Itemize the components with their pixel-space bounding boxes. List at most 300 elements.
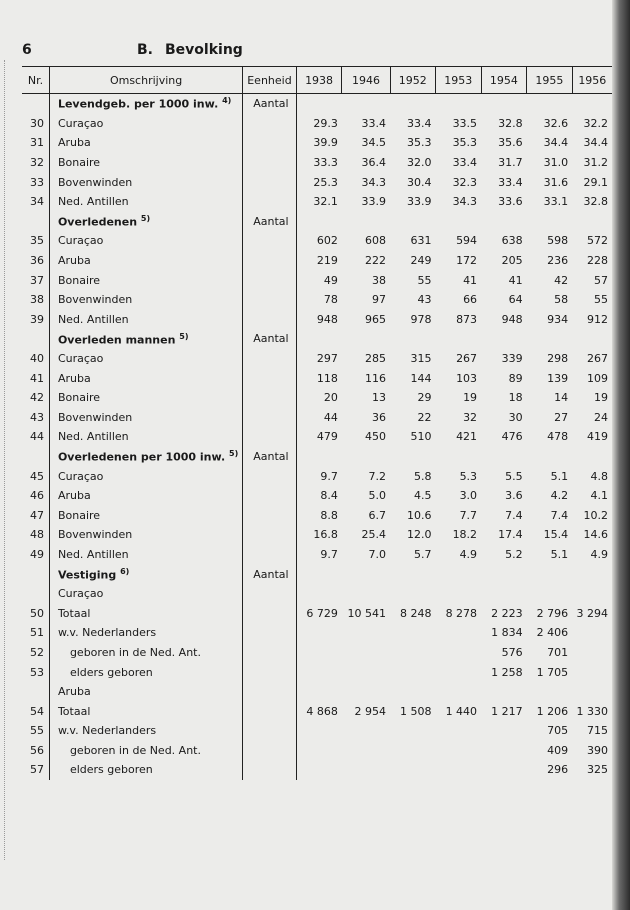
cell-year-1954 [481, 564, 527, 584]
cell-year-1956: 31.2 [583, 156, 608, 170]
row-unit [243, 133, 296, 153]
table-row [22, 721, 612, 741]
cell-year-1955 [527, 447, 573, 467]
cell-year-1946: 7.0 [368, 547, 386, 561]
row-label: Overleden mannen [57, 333, 176, 347]
table-row [22, 486, 612, 506]
row-unit [243, 270, 296, 290]
col-header-year-1954: 1954 [481, 67, 527, 94]
cell-year-1946 [342, 643, 390, 663]
row-label: Vestiging [57, 568, 117, 582]
cell-year-1955: 236 [547, 254, 569, 268]
table-row [22, 172, 612, 192]
row-number: 39 [30, 312, 44, 326]
row-label: Bovenwinden [57, 175, 133, 189]
row-number: 41 [30, 371, 44, 385]
cell-year-1953 [436, 584, 482, 604]
col-header-eenheid: Eenheid [243, 67, 296, 94]
cell-year-1955: 5.1 [550, 469, 569, 483]
cell-year-1946 [342, 584, 390, 604]
row-label: elders geboren [69, 665, 153, 679]
table-row [22, 760, 612, 780]
cell-year-1938 [296, 94, 342, 114]
cell-year-1938: 118 [296, 368, 342, 388]
cell-year-1955 [527, 584, 573, 604]
row-unit [243, 388, 296, 408]
row-description [49, 212, 242, 232]
row-label: Overledenen per 1000 inw. [57, 450, 226, 464]
row-number: 50 [30, 606, 44, 620]
table-row [22, 133, 612, 153]
cell-year-1952: 8 248 [400, 606, 432, 620]
row-unit [243, 172, 296, 192]
cell-year-1938: 44 [296, 408, 342, 428]
row-description [49, 505, 242, 525]
row-unit [243, 466, 296, 486]
cell-year-1955: 298 [547, 352, 569, 366]
cell-year-1956: 57 [594, 273, 608, 287]
cell-year-1954 [481, 94, 527, 114]
table-row [22, 584, 612, 604]
cell-year-1953: 594 [456, 234, 478, 248]
row-unit: Aantal [243, 94, 296, 114]
row-description [49, 192, 242, 212]
cell-year-1946: 5.0 [368, 489, 386, 503]
row-label: Ned. Antillen [57, 312, 129, 326]
row-unit [243, 603, 296, 623]
table-row [22, 114, 612, 134]
cell-year-1953 [436, 741, 482, 761]
row-label: Overledenen [57, 215, 138, 229]
row-number: 38 [30, 293, 44, 307]
cell-year-1938: 32.1 [296, 192, 342, 212]
cell-year-1938: 29.3 [296, 114, 342, 134]
table-group-row [22, 329, 612, 349]
cell-year-1954: 31.7 [498, 156, 523, 170]
row-label: Aruba [57, 254, 91, 268]
cell-year-1955 [527, 212, 573, 232]
row-label: Totaal [57, 704, 91, 718]
cell-year-1953: 7.7 [459, 508, 478, 522]
cell-year-1956: 390 [587, 743, 608, 757]
table-row [22, 388, 612, 408]
cell-year-1938: 78 [296, 290, 342, 310]
cell-year-1946: 38 [372, 273, 386, 287]
cell-year-1955: 2 406 [536, 626, 569, 640]
cell-year-1952: 29 [417, 391, 432, 405]
cell-year-1953: 41 [463, 273, 478, 287]
cell-year-1954 [481, 682, 527, 702]
row-label: Ned. Antillen [57, 195, 129, 209]
row-label: w.v. Nederlanders [57, 724, 157, 738]
cell-year-1946 [342, 721, 390, 741]
cell-year-1946 [342, 623, 390, 643]
row-description [49, 290, 242, 310]
row-unit [243, 682, 296, 702]
cell-year-1953: 1 440 [445, 704, 478, 718]
row-number: 37 [30, 273, 44, 287]
cell-year-1954: 339 [501, 352, 523, 366]
cell-year-1938 [296, 623, 342, 643]
row-number [22, 584, 49, 604]
cell-year-1952 [390, 564, 436, 584]
row-label: Bonaire [57, 273, 101, 287]
row-description [49, 329, 242, 349]
cell-year-1954: 64 [508, 293, 523, 307]
row-unit [243, 368, 296, 388]
cell-year-1952: 55 [417, 273, 432, 287]
cell-year-1954: 30 [508, 410, 523, 424]
row-number: 55 [30, 724, 44, 738]
cell-year-1946: 7.2 [368, 469, 386, 483]
cell-year-1954 [481, 212, 527, 232]
cell-year-1955: 7.4 [550, 508, 569, 522]
cell-year-1946: 34.3 [361, 175, 386, 189]
cell-year-1946: 97 [372, 293, 386, 307]
cell-year-1946: 33.9 [361, 195, 386, 209]
cell-year-1954 [481, 721, 527, 741]
row-description [49, 388, 242, 408]
cell-year-1952: 43 [417, 293, 432, 307]
row-label: Bonaire [57, 156, 101, 170]
row-unit [243, 545, 296, 565]
row-description [49, 643, 242, 663]
row-description [49, 525, 242, 545]
cell-year-1953: 103 [456, 371, 478, 385]
cell-year-1946: 116 [365, 371, 386, 385]
footnote-ref: 5) [179, 331, 189, 341]
cell-year-1955: 2 796 [536, 606, 569, 620]
cell-year-1956: 14.6 [583, 528, 608, 542]
row-label: Bovenwinden [57, 410, 133, 424]
cell-year-1938 [296, 721, 342, 741]
cell-year-1952 [390, 212, 436, 232]
cell-year-1954: 18 [508, 391, 523, 405]
row-number [22, 212, 49, 232]
cell-year-1956 [572, 662, 612, 682]
row-description [49, 545, 242, 565]
row-number: 44 [30, 430, 44, 444]
cell-year-1946: 965 [365, 312, 386, 326]
row-unit: Aantal [243, 447, 296, 467]
cell-year-1956: 109 [587, 371, 608, 385]
cell-year-1953: 172 [456, 254, 478, 268]
cell-year-1953 [436, 212, 482, 232]
cell-year-1953: 873 [456, 312, 478, 326]
row-unit [243, 741, 296, 761]
cell-year-1952 [390, 643, 436, 663]
cell-year-1953 [436, 94, 482, 114]
col-header-nr: Nr. [22, 67, 49, 94]
row-number [22, 329, 49, 349]
cell-year-1953 [436, 643, 482, 663]
table-row [22, 427, 612, 447]
table-row [22, 310, 612, 330]
cell-year-1953 [436, 760, 482, 780]
cell-year-1956: 55 [594, 293, 608, 307]
cell-year-1938 [296, 662, 342, 682]
cell-year-1954: 5.2 [505, 547, 523, 561]
cell-year-1956: 19 [594, 391, 608, 405]
row-label: elders geboren [69, 763, 153, 777]
row-number [22, 447, 49, 467]
row-label: geboren in de Ned. Ant. [69, 743, 201, 757]
cell-year-1955 [527, 682, 573, 702]
table-row [22, 643, 612, 663]
cell-year-1952: 10.6 [407, 508, 432, 522]
cell-year-1946: 34.5 [361, 136, 386, 150]
row-unit [243, 349, 296, 369]
cell-year-1954: 41 [508, 273, 523, 287]
page-number: 6 [22, 42, 32, 58]
row-unit [243, 760, 296, 780]
cell-year-1954: 5.5 [505, 469, 523, 483]
cell-year-1956: 267 [587, 352, 608, 366]
table-row [22, 349, 612, 369]
cell-year-1955: 4.2 [550, 489, 569, 503]
section-name: Bevolking [165, 42, 243, 58]
row-description [49, 760, 242, 780]
cell-year-1946: 25.4 [361, 528, 386, 542]
table-row [22, 153, 612, 173]
cell-year-1938 [296, 741, 342, 761]
row-description [49, 741, 242, 761]
cell-year-1956: 24 [594, 410, 608, 424]
cell-year-1953: 33.4 [452, 156, 478, 170]
row-description [49, 701, 242, 721]
cell-year-1955: 15.4 [543, 528, 569, 542]
row-unit [243, 721, 296, 741]
row-unit [243, 290, 296, 310]
row-number: 31 [30, 136, 44, 150]
table-row [22, 682, 612, 702]
row-unit: Aantal [243, 564, 296, 584]
cell-year-1952: 33.4 [407, 116, 432, 130]
cell-year-1946: 285 [365, 352, 386, 366]
cell-year-1946: 36.4 [361, 156, 386, 170]
cell-year-1946: 6.7 [368, 508, 386, 522]
cell-year-1952: 32.0 [407, 156, 432, 170]
row-number: 48 [30, 528, 44, 542]
cell-year-1955: 31.6 [543, 175, 569, 189]
cell-year-1955: 934 [547, 312, 569, 326]
cell-year-1938 [296, 447, 342, 467]
scan-margin-marks [4, 60, 15, 860]
table-group-row [22, 212, 612, 232]
row-number: 52 [30, 645, 44, 659]
cell-year-1956: 32.2 [583, 116, 608, 130]
cell-year-1952: 35.3 [407, 136, 432, 150]
cell-year-1955: 58 [554, 293, 569, 307]
row-number: 45 [30, 469, 44, 483]
cell-year-1938: 49 [296, 270, 342, 290]
cell-year-1955: 409 [547, 743, 569, 757]
row-unit [243, 701, 296, 721]
row-number [22, 564, 49, 584]
cell-year-1953: 421 [456, 430, 478, 444]
cell-year-1954: 205 [501, 254, 523, 268]
row-description [49, 133, 242, 153]
footnote-ref: 6) [120, 566, 130, 576]
cell-year-1955: 42 [554, 273, 569, 287]
cell-year-1952: 5.8 [414, 469, 432, 483]
row-label: w.v. Nederlanders [57, 626, 157, 640]
cell-year-1955: 27 [554, 410, 569, 424]
cell-year-1946 [342, 760, 390, 780]
cell-year-1946 [342, 447, 390, 467]
row-label: Curaçao [57, 116, 104, 130]
cell-year-1956: 1 330 [576, 704, 608, 718]
cell-year-1946 [342, 682, 390, 702]
cell-year-1956: 29.1 [583, 175, 608, 189]
cell-year-1956 [572, 623, 612, 643]
cell-year-1946 [342, 662, 390, 682]
table-row [22, 192, 612, 212]
cell-year-1955: 1 206 [536, 704, 569, 718]
cell-year-1938 [296, 329, 342, 349]
cell-year-1946 [342, 564, 390, 584]
table-row [22, 290, 612, 310]
cell-year-1954: 32.8 [498, 116, 523, 130]
row-number: 56 [30, 743, 44, 757]
cell-year-1954: 17.4 [498, 528, 523, 542]
row-label: Aruba [57, 489, 91, 503]
table-row [22, 525, 612, 545]
cell-year-1952: 631 [410, 234, 432, 248]
row-number: 34 [30, 195, 44, 209]
cell-year-1952 [390, 329, 436, 349]
cell-year-1938: 6 729 [296, 603, 342, 623]
cell-year-1956: 715 [587, 724, 608, 738]
cell-year-1956: 4.8 [590, 469, 608, 483]
cell-year-1946: 450 [365, 430, 386, 444]
row-label: Bovenwinden [57, 528, 133, 542]
row-description [49, 114, 242, 134]
col-header-omschrijving: Omschrijving [49, 67, 242, 94]
row-unit: Aantal [243, 329, 296, 349]
cell-year-1954: 7.4 [505, 508, 523, 522]
cell-year-1953: 33.5 [452, 116, 478, 130]
row-unit [243, 662, 296, 682]
row-description [49, 251, 242, 271]
section-title [137, 42, 243, 58]
row-description [49, 584, 242, 604]
cell-year-1938: 20 [296, 388, 342, 408]
cell-year-1953: 19 [463, 391, 478, 405]
cell-year-1952: 5.7 [414, 547, 432, 561]
cell-year-1946: 10 541 [347, 606, 386, 620]
cell-year-1953: 267 [456, 352, 478, 366]
table-row [22, 505, 612, 525]
cell-year-1938 [296, 212, 342, 232]
cell-year-1956: 419 [587, 430, 608, 444]
cell-year-1952 [390, 623, 436, 643]
row-label: Bonaire [57, 391, 101, 405]
cell-year-1946: 2 954 [354, 704, 386, 718]
row-unit [243, 584, 296, 604]
cell-year-1953 [436, 564, 482, 584]
cell-year-1946 [342, 212, 390, 232]
cell-year-1956 [572, 447, 612, 467]
row-description [49, 310, 242, 330]
col-header-year-1946: 1946 [342, 67, 390, 94]
cell-year-1955: 598 [547, 234, 569, 248]
cell-year-1953: 32 [463, 410, 478, 424]
cell-year-1954 [481, 447, 527, 467]
cell-year-1952: 33.9 [407, 195, 432, 209]
cell-year-1938: 39.9 [296, 133, 342, 153]
row-description [49, 721, 242, 741]
table-header-row [22, 67, 612, 94]
cell-year-1956 [572, 643, 612, 663]
table-group-row [22, 447, 612, 467]
row-number: 57 [30, 763, 44, 777]
table-row [22, 368, 612, 388]
cell-year-1955 [527, 329, 573, 349]
cell-year-1952: 249 [410, 254, 432, 268]
cell-year-1946: 36 [372, 410, 386, 424]
cell-year-1938: 948 [296, 310, 342, 330]
row-number [22, 94, 49, 114]
cell-year-1938 [296, 643, 342, 663]
cell-year-1938: 25.3 [296, 172, 342, 192]
cell-year-1952 [390, 721, 436, 741]
row-label: Ned. Antillen [57, 430, 129, 444]
row-description [49, 682, 242, 702]
cell-year-1953: 4.9 [459, 547, 478, 561]
row-description [49, 408, 242, 428]
table-row [22, 231, 612, 251]
row-description [49, 623, 242, 643]
cell-year-1956 [572, 94, 612, 114]
row-number: 40 [30, 352, 44, 366]
cell-year-1952: 12.0 [407, 528, 432, 542]
table-row [22, 741, 612, 761]
cell-year-1952 [390, 741, 436, 761]
row-label: geboren in de Ned. Ant. [69, 645, 201, 659]
row-description [49, 231, 242, 251]
cell-year-1953 [436, 623, 482, 643]
cell-year-1946: 222 [365, 254, 386, 268]
cell-year-1938: 4 868 [296, 701, 342, 721]
cell-year-1953 [436, 662, 482, 682]
row-unit [243, 427, 296, 447]
cell-year-1956: 3 294 [576, 606, 608, 620]
row-number: 54 [30, 704, 44, 718]
table-group-row [22, 564, 612, 584]
row-number: 46 [30, 489, 44, 503]
row-description [49, 172, 242, 192]
table-row [22, 408, 612, 428]
row-description [49, 662, 242, 682]
cell-year-1954 [481, 584, 527, 604]
cell-year-1938: 16.8 [296, 525, 342, 545]
row-description [49, 349, 242, 369]
row-unit [243, 153, 296, 173]
cell-year-1952: 22 [417, 410, 432, 424]
cell-year-1954: 89 [508, 371, 523, 385]
cell-year-1954: 2 223 [491, 606, 523, 620]
cell-year-1946: 33.4 [361, 116, 386, 130]
cell-year-1955: 701 [547, 645, 569, 659]
row-description [49, 603, 242, 623]
row-description [49, 466, 242, 486]
footnote-ref: 5) [140, 214, 151, 224]
cell-year-1946: 13 [372, 391, 386, 405]
row-label: Aruba [57, 685, 91, 699]
table-body [22, 94, 612, 780]
row-label: Totaal [57, 606, 91, 620]
